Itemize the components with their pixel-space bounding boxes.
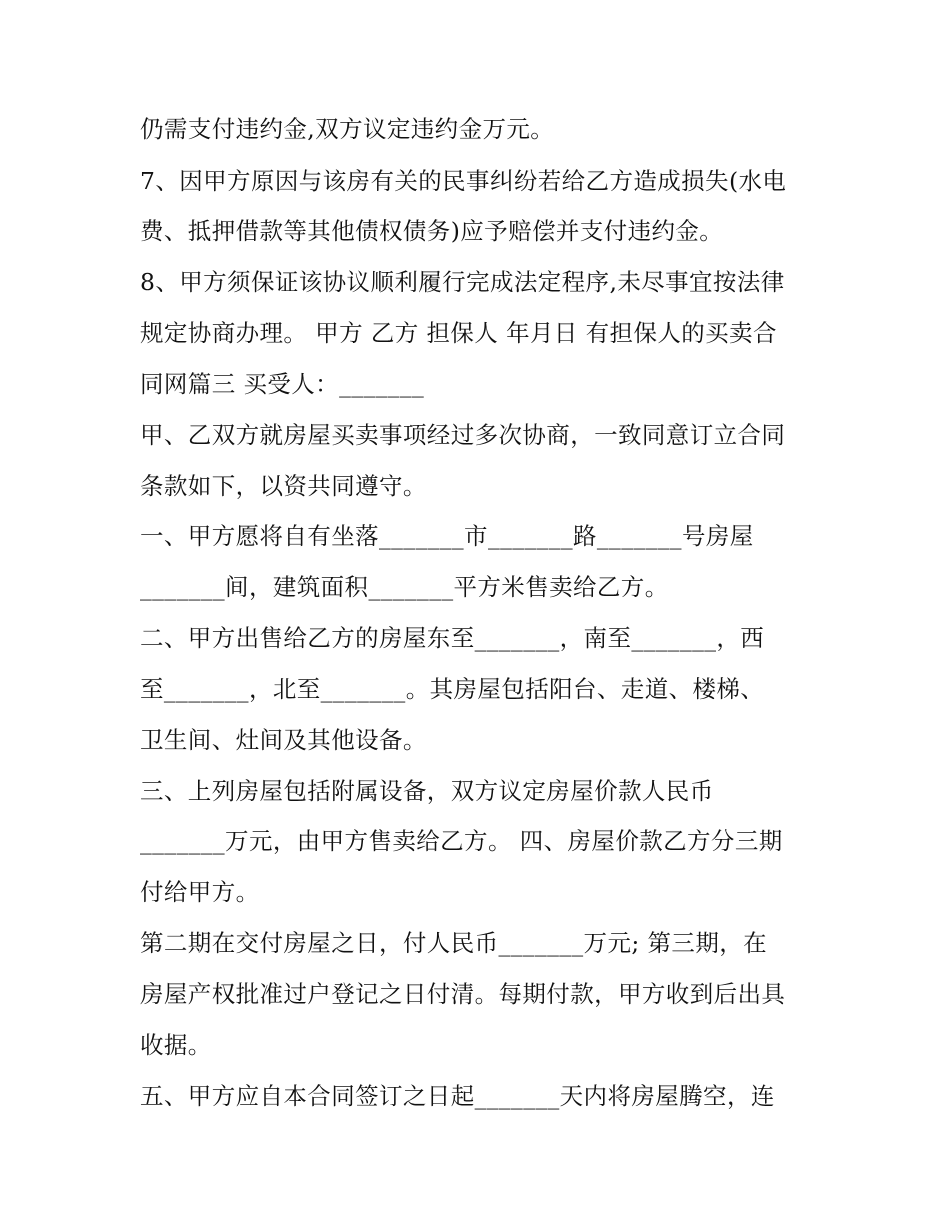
text-line: 三、上列房屋包括附属设备，双方议定房屋价款人民币 (140, 777, 714, 805)
text-line: 条款如下，以资共同遵守。 (140, 472, 427, 500)
text-line: _______间，建筑面积_______平方米售卖给乙方。 (140, 573, 669, 601)
text-line: 仍需支付违约金,双方议定违约金万元。 (140, 115, 555, 143)
text-line: 卫生间、灶间及其他设备。 (140, 726, 427, 754)
text-line: 同网篇三 买受人：_______ (140, 370, 425, 398)
text-line: 第二期在交付房屋之日，付人民币_______万元; 第三期，在 (140, 929, 768, 957)
text-line: 8、甲方须保证该协议顺利履行完成法定程序,未尽事宜按法律 (140, 268, 785, 296)
text-line: 付给甲方。 (140, 878, 260, 906)
text-line: 一、甲方愿将自有坐落_______市_______路_______号房屋 (140, 522, 754, 550)
text-line: 房屋产权批准过户登记之日付清。每期付款，甲方收到后出具 (140, 980, 786, 1008)
text-line: 至_______，北至_______。其房屋包括阳台、走道、楼梯、 (140, 675, 765, 703)
text-line: 收据。 (140, 1031, 212, 1059)
text-line: _______万元，由甲方售卖给乙方。 四、房屋价款乙方分三期 (140, 827, 783, 855)
text-line: 二、甲方出售给乙方的房屋东至_______，南至_______，西 (140, 624, 765, 652)
text-line: 规定协商办理。 甲方 乙方 担保人 年月日 有担保人的买卖合 (140, 319, 777, 347)
text-line: 五、甲方应自本合同签订之日起_______天内将房屋腾空，连 (140, 1082, 775, 1110)
text-line: 甲、乙双方就房屋买卖事项经过多次协商，一致同意订立合同 (140, 421, 786, 449)
text-line: 7、因甲方原因与该房有关的民事纠纷若给乙方造成损失(水电 (140, 167, 787, 195)
text-line: 费、抵押借款等其他债权债务)应予赔偿并支付违约金。 (140, 217, 724, 245)
